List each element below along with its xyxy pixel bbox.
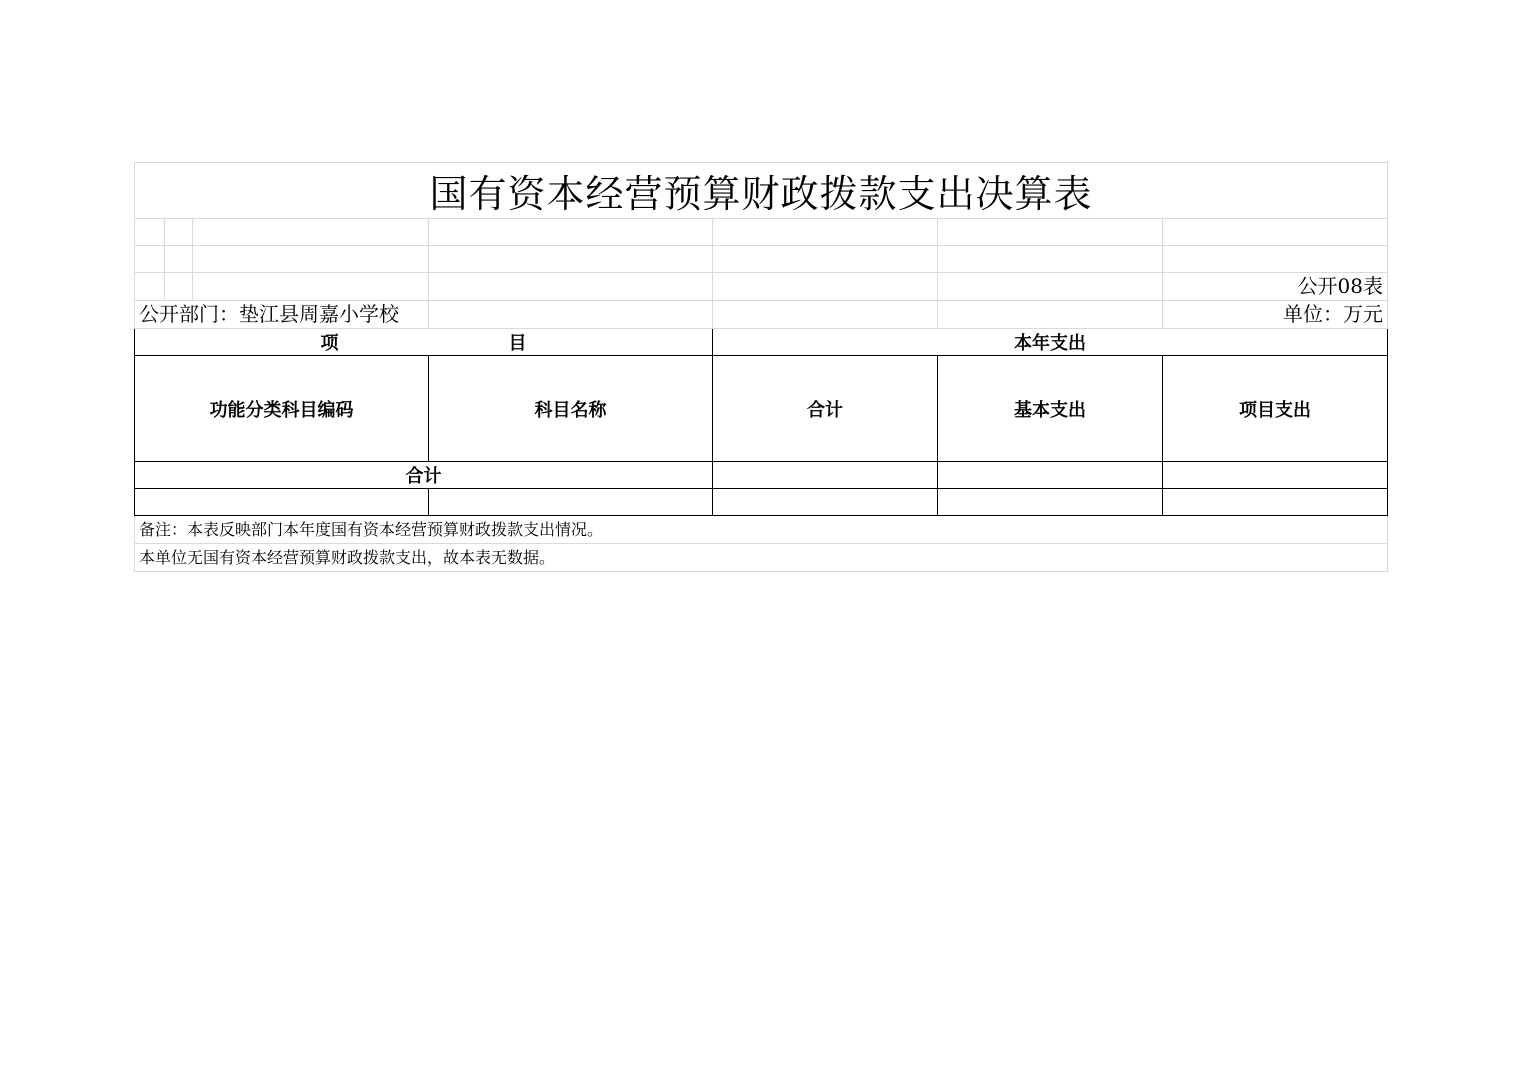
header-total: 合计 [713, 356, 938, 462]
total-row-total-value [713, 462, 938, 489]
department-label: 公开部门：垫江县周嘉小学校 [135, 301, 429, 329]
row-name-cell [429, 489, 713, 516]
row-project-cell [1163, 489, 1388, 516]
header-item-group [135, 329, 713, 356]
header-current-year-expense: 本年支出 [713, 329, 1388, 356]
header-item-part2: 目 [508, 333, 527, 354]
total-row-label: 合计 [135, 462, 713, 489]
total-row-basic-value [938, 462, 1163, 489]
header-project-expense: 项目支出 [1163, 356, 1388, 462]
total-row [135, 462, 1388, 489]
title-row [135, 163, 1388, 219]
row-basic-cell [938, 489, 1163, 516]
note-row [135, 544, 1388, 572]
department-row [135, 301, 1388, 329]
spreadsheet-sheet [134, 162, 1387, 572]
page-title: 国有资本经营预算财政拨款支出决算表 [135, 163, 1388, 219]
header-item-part1: 项 [320, 333, 339, 354]
note-no-data: 本单位无国有资本经营预算财政拨款支出，故本表无数据。 [135, 544, 1388, 572]
unit-label: 单位：万元 [1163, 301, 1388, 329]
row-code-cell [135, 489, 429, 516]
total-row-project-value [1163, 462, 1388, 489]
note-remark: 备注：本表反映部门本年度国有资本经营预算财政拨款支出情况。 [135, 516, 1388, 544]
note-row [135, 516, 1388, 544]
header-function-code: 功能分类科目编码 [135, 356, 429, 462]
header-column-row [135, 356, 1388, 462]
form-number: 公开08表 [1163, 273, 1388, 301]
header-subject-name: 科目名称 [429, 356, 713, 462]
row-total-cell [713, 489, 938, 516]
blank-row [135, 246, 1388, 273]
blank-row [135, 219, 1388, 246]
table-row [135, 489, 1388, 516]
header-basic-expense: 基本支出 [938, 356, 1163, 462]
form-number-row [135, 273, 1388, 301]
budget-table [134, 162, 1388, 572]
header-group-row [135, 329, 1388, 356]
